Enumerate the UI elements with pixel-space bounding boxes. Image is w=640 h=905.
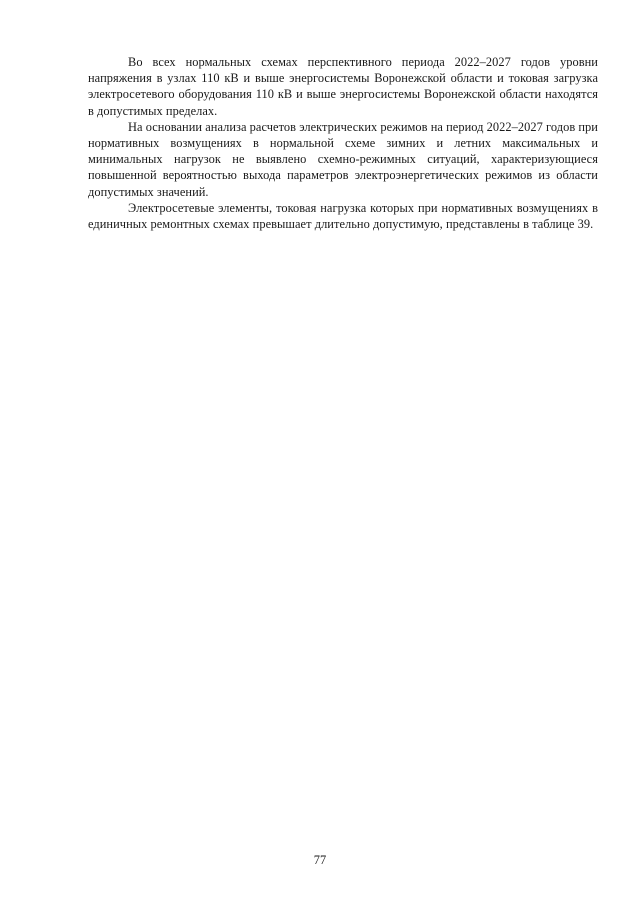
paragraph-analysis-results: На основании анализа расчетов электрических режимов на период 2022–2027 годов при нормативных возмущениях в нормальной схеме зимних и летних максимальных и минимальных нагрузок не выявлено схемно-режимных ситуаций, характеризующиеся повышенной вероятностью выхода параметров электроэнергетических режимов из области допустимых значений. xyxy=(88,119,598,199)
paragraph-table-reference: Электросетевые элементы, токовая нагрузка которых при нормативных возмущениях в единичных ремонтных схемах превышает длительно допустимую, представлены в таблице 39. xyxy=(88,200,598,232)
page-number: 77 xyxy=(313,853,327,867)
document-body xyxy=(88,54,598,232)
paragraph-voltage-levels: Во всех нормальных схемах перспективного периода 2022–2027 годов уровни напряжения в узлах 110 кВ и выше энергосистемы Воронежской области и токовая загрузка электросетевого оборудования 110 кВ и выше энергосистемы Воронежской области находятся в допустимых пределах. xyxy=(88,55,598,118)
